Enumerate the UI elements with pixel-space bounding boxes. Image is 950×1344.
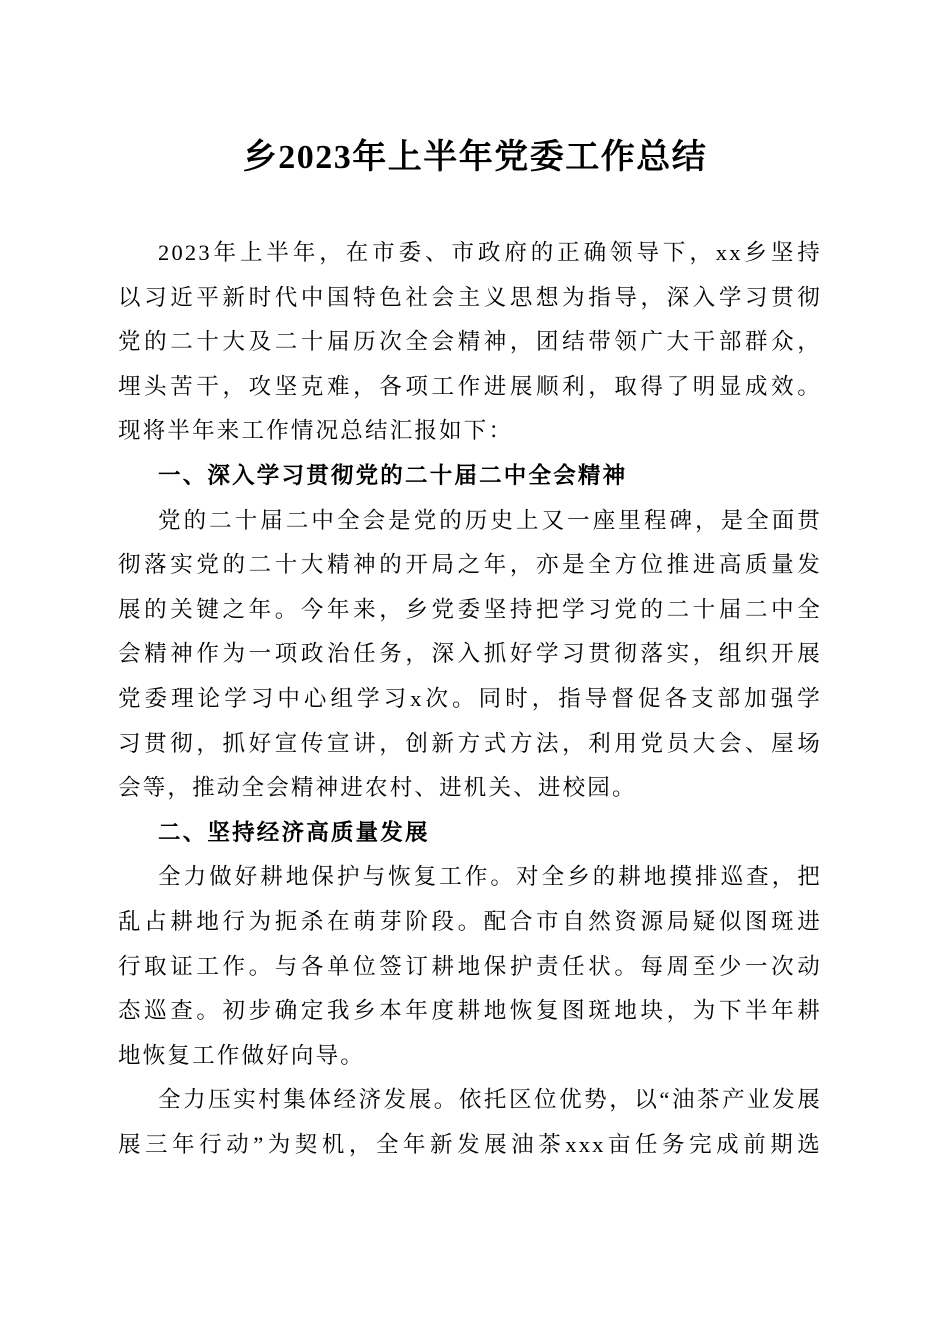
intro-paragraph: [118, 231, 822, 454]
paragraph-line: 党的二十大及二十届历次全会精神，团结带领广大干部群众，: [118, 329, 822, 355]
paragraph-line: 地恢复工作做好向导。: [118, 1042, 366, 1068]
paragraph-line: 彻落实党的二十大精神的开局之年，亦是全方位推进高质量发: [118, 552, 822, 578]
document-body: [118, 231, 822, 1167]
paragraph-line: 展的关键之年。今年来，乡党委坚持把学习党的二十届二中全: [118, 596, 822, 622]
paragraph-line: 行取证工作。与各单位签订耕地保护责任状。每周至少一次动: [118, 953, 822, 979]
paragraph-line: 党的二十届二中全会是党的历史上又一座里程碑，是全面贯: [158, 507, 822, 533]
section-1-heading: 一、深入学习贯彻党的二十届二中全会精神: [158, 462, 628, 488]
paragraph-line: 埋头苦干，攻坚克难，各项工作进展顺利，取得了明显成效。: [118, 373, 822, 399]
paragraph-line: 展三年行动”为契机，全年新发展油茶xxx亩任务完成前期选: [118, 1131, 822, 1157]
paragraph-line: 全力压实村集体经济发展。依托区位优势，以“油茶产业发展: [158, 1087, 822, 1113]
paragraph-line: 以习近平新时代中国特色社会主义思想为指导，深入学习贯彻: [118, 284, 822, 310]
section-2-paragraph-collective-economy: [118, 1078, 822, 1167]
section-1-paragraph: [118, 499, 822, 811]
paragraph-line: 态巡查。初步确定我乡本年度耕地恢复图斑地块，为下半年耕: [118, 998, 822, 1024]
document-title: 乡2023年上半年党委工作总结: [242, 139, 708, 176]
paragraph-line: 会等，推动全会精神进农村、进机关、进校园。: [118, 775, 637, 801]
paragraph-line: 习贯彻，抓好宣传宣讲，创新方式方法，利用党员大会、屋场: [118, 730, 822, 756]
section-2-heading: 二、坚持经济高质量发展: [158, 819, 430, 845]
paragraph-line: 党委理论学习中心组学习x次。同时，指导督促各支部加强学: [118, 685, 822, 711]
paragraph-line: 全力做好耕地保护与恢复工作。对全乡的耕地摸排巡查，把: [158, 864, 822, 890]
section-2-paragraph-farmland: [118, 855, 822, 1078]
paragraph-line: 乱占耕地行为扼杀在萌芽阶段。配合市自然资源局疑似图斑进: [118, 908, 822, 934]
paragraph-line: 会精神作为一项政治任务，深入抓好学习贯彻落实，组织开展: [118, 641, 822, 667]
paragraph-line: 现将半年来工作情况总结汇报如下：: [118, 418, 514, 444]
paragraph-line: 2023年上半年，在市委、市政府的正确领导下，xx乡坚持: [158, 240, 822, 265]
